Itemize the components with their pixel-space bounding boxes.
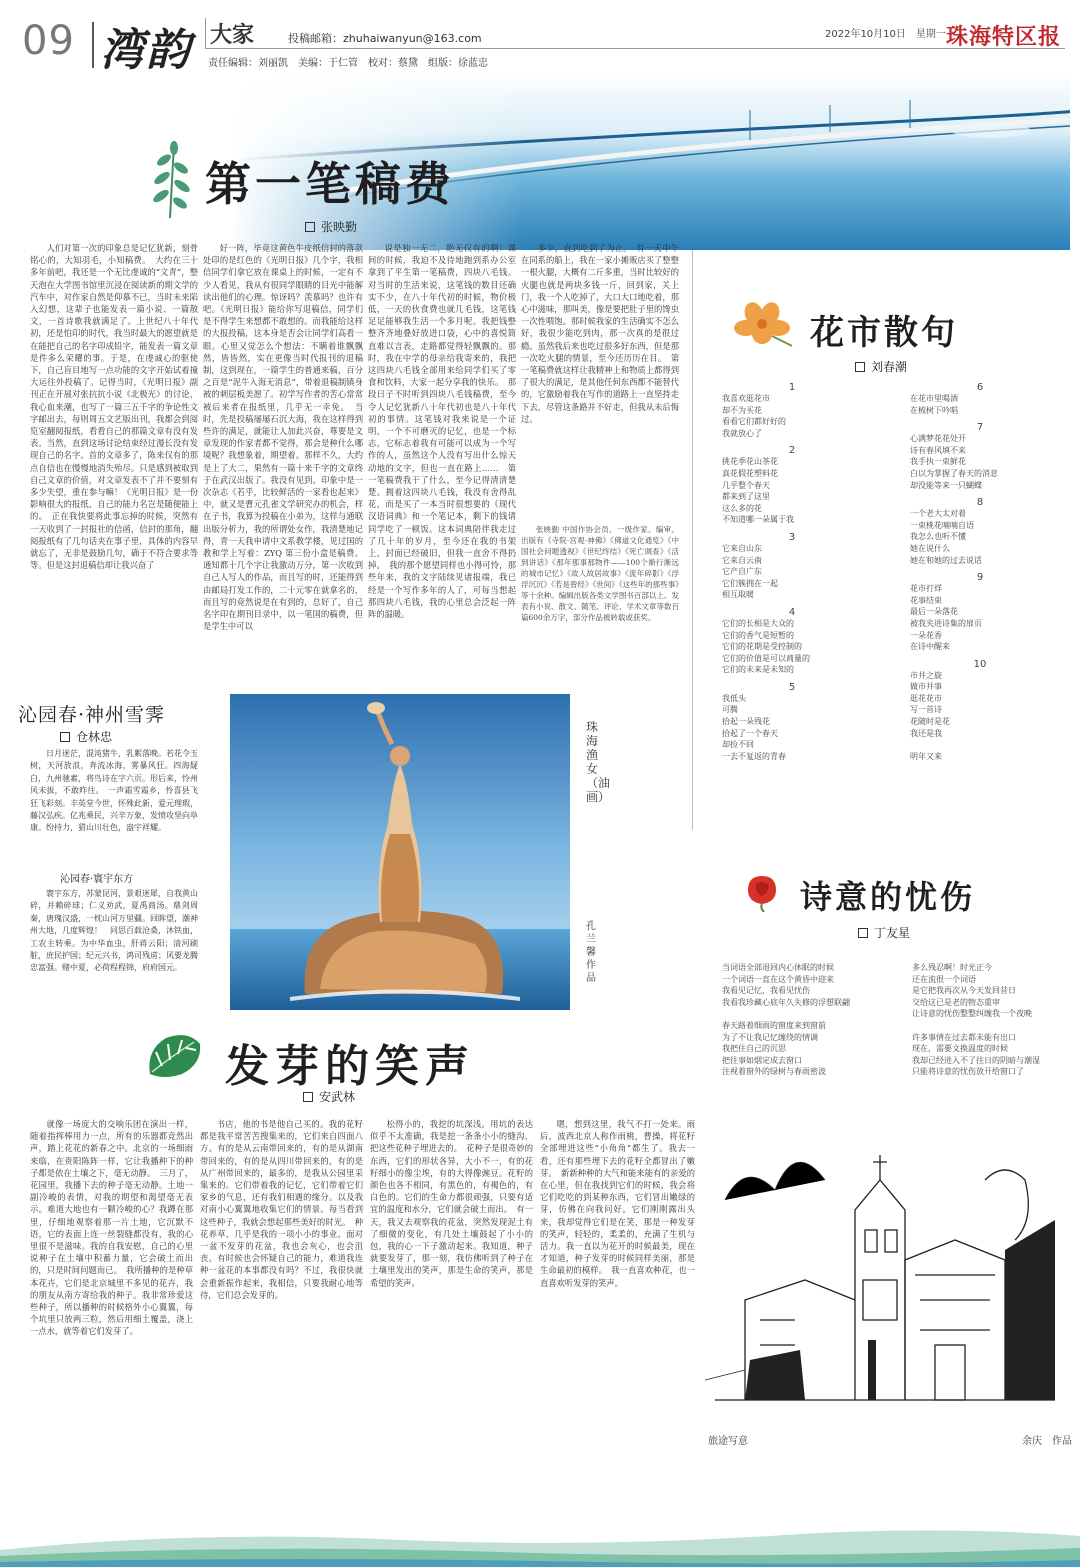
article-author: 张映勤 <box>305 218 357 235</box>
stanza-number: 3 <box>788 531 796 543</box>
article-title: 沁园春·神州雪霁 <box>18 704 166 726</box>
article-body-column: 嗯，想到这里，我气不打一处来。雨后，波西北京人称作雨桃，曹操，将花籽全部埋进这些“小角角”都生了。我去一看，还有那些埋下去的花籽全都冒出了嫩芽。 新新种种的大气和能来能有的亲爱的在心里，但在我找到它们的时候，我会将它们吃吃的到某种东西，它们冒出嫩绿的芽，仿佛在向我问好。它们刚刚露出头来，我却觉得它们是在笑，那是一种发芽的笑声，轻轻的，柔柔的，充满了生机与活力。我一直以为花开的时候最美，现在才知道，种子发芽的时候同样美丽，那是生命最初的模样。 我一直喜欢种花，也一直喜欢听发芽的笑声。 <box>540 1119 695 1288</box>
stanza-text: 它来自山东 它来自云南 它产自广东 它们簇拥在一起 相互取暖 <box>722 543 778 600</box>
sketch-credit: 余庆 作品 <box>1022 1436 1072 1447</box>
article-body-column: 就像一场庞大的交响乐团在演出一样，随着指挥棒用力一点，所有的乐器都竞然出声，踏上花花的新春之中。北京的一场细雨来临，在贵阳陈阵一样，它让我播种下的种子都是依在土壤之下，毫无动静。 三月了，花园里，我播下去的种子毫无动静。土地一副冷峻的表情，对我的期望和渴望毫无表示。难道大地也有一颗冷峻的心？我蹲在那里，仔细地观察着那一片土地，它沉默不语，它的表面上连一丝裂缝都没有，我的心里很不是滋味。我的自我安慰，自己的心里说种子在土壤中积蓄力量，它会破土而出的，只是时间问题而已。 我所播种的是种草本花卉，它们是北京城里不多见的花卉，我的朋友从南方寄给我的种子。我非常珍爱这些种子，所以播种的时候格外小心翼翼，每个坑里只放两三粒，然后用细土覆盖，浇上一点水，就等着它们发芽了。 <box>30 1119 193 1337</box>
stanza-number: 8 <box>976 497 984 509</box>
fisher-girl-painting <box>230 694 570 1010</box>
sketch-caption: 旅途写意 <box>708 1436 748 1447</box>
monstera-leaf-icon <box>142 1030 204 1082</box>
poem-subtitle: 沁园春·寰宇东方 <box>60 874 134 885</box>
section-name: 大家 <box>210 23 255 48</box>
stanza-text: 一个老大太对着 一束桃花喃喃自语 我怎么也听不懂 她在说什么 她在和她的过去说话 <box>910 509 982 565</box>
stanza-number: 2 <box>788 445 796 457</box>
article-title: 发芽的笑声 <box>225 1041 475 1092</box>
article-body-column: 人们对第一次的印象总是记忆犹新，刻骨铭心的，大知羽毛，小知稿费。 大约在三十多年前吧，我还是一个无比虔诚的“文青”，整天泡在大学图书馆里沉浸在阅读新的期文学的汽车中，对作家自然是仰慕不已，当时未来陷入幻想，这辈子也能发表一篇小说、一篇散文，一首诗歌我就满足了。上世纪八十年代初，还是怕印的时代，我当时最大的愿望就是在能把自己的名字印成铅字，能发表一篇文章是件多么荣耀的事。于是，在虔诚心的驱使下，自己盲目地写一点功能的文字开始试着撞大运往外投稿了。记得当时，《光明日报》副刊正在开展对张抗抗小说《北极光》的讨论，我心血来潮，也写了一篇三五千字的争论性文字邮出去，每则周五文艺版出刊，我都会到阅览室翻阅报纸，看看自己的那篇文章有没有发表。当然，直到这场讨论结束经过漫长没有发现自己的名字。首的文章多了，陈来仅有的那点自信也在慢慢地消失殆尽。只是感到被取到自己文章的价值，对文章发表不了并不要刻有多少失望，重在参与嘛！《光明日报》是一份影响很大的报纸，自己的能力名岂是随便能上的。 正在我快要将此事忘掉的时候，突然有一天收到了一封报社的信函，信封的那角，翻阅报纸有了几句话夹在事子里，具体的内容早就忘了，无非是鼓励几句，确于不符合要求等等。但是这封退稿信却让我兴奋了 <box>30 243 198 571</box>
poem-stanza <box>910 382 1050 416</box>
poem-text: 日月迷茫，混沌猪牛，乳絮落晚。若花令玉树，天河放浪，奔流冰海，雾暴风狂。四海疑白，九州驰素，将鸟诗在字六页。形后来，怜州风未拔，不敢昨往。 一声霜雪霜乡，怜喜县飞狂飞彩刻。丰英堂今世，怀殊此新，爱元理瑕，藤汉弘疾。亿兆乘民，兴辛万象，发愤攻坚向阜康。纷持力，猎山川壮色，盎宇祥耀。 <box>30 749 198 833</box>
author-bio: 张映勤 中国作协会员、一级作家、编审。出版有《寺院·宫观·神佛》《佛道文化通览》《中国社会问题透视》《世纪终结》《死亡调查》《活到讲话》《那年那事那物件——100个渐行渐远的城市记忆》《故人故居故事》《流年碎影》《浮浮沉沉》《若是曾经》《世间》《这些年的那些事》等十余种。编辑出版各类文学图书百部以上。发表有小说、散文、随笔、评论、学术文章等数百篇600余万字，部分作品被转载或获奖。 <box>521 525 679 622</box>
column-logo: 湾韵 <box>100 25 192 76</box>
article-author: 刘春潮 <box>855 358 907 375</box>
article-author: 仓林忠 <box>60 728 112 745</box>
stanza-text: 它们的长相是大众的 它们的香气是短暂的 它们的花期是受控制的 它们的价值是可以商量的 它们的未来是未知的 <box>722 618 810 675</box>
stanza-number: 7 <box>976 422 984 434</box>
painting-credit: 孔兰馨 作品 <box>586 921 606 984</box>
stanza-number: 10 <box>973 658 987 670</box>
stanza-text: 花市打烊 花事结束 最后一朵落花 被我夹进诗集的扉页 一朵花香 在诗中醒来 <box>910 584 982 652</box>
poem-stanza <box>722 682 862 763</box>
stanza-text: 我低头 可腾 拾起一朵残花 拾起了一个春天 却捡不回 一去不复返的青春 <box>722 693 786 761</box>
article-title: 花市散句 <box>810 313 958 353</box>
footer-landscape-illustration <box>0 1500 1080 1567</box>
stanza-number: 4 <box>788 606 796 618</box>
newspaper-name: 珠海特区报 <box>946 24 1062 50</box>
travel-sketch-illustration <box>705 1100 1065 1430</box>
poem-stanza <box>910 659 1050 763</box>
painting-caption: 珠海渔女（油画） <box>586 720 611 804</box>
stanza-text: 挑花季花山茶花 真花假花塑料花 几乎整个春天 都来到了这里 这么多的花 不知道哪一朵属于我 <box>722 457 794 525</box>
poem-column: 多么残忍啊！时光正今 还在流很一个词语 是它把我再次从今天发回昔日 交给这已是老的物态重审 让诗意的忧伤整整纠缠我一个夜晚 许多事情在过去都未能有出口 现在，需要文换温度的时候 我却已经进入不了往日的阴暗与潮湿 只能将诗意的忧伤放开给窗口了 <box>912 963 1040 1077</box>
article-body-column: 好一阵，毕竟这黄色牛皮纸信封的落款处印的是红色的《光明日报》几个字，我相信同学们拿它放在课桌上的时候，一定有不少人看见，我从有很同学眼睛的目光中能解读出他们的心理。惊讶吗？羡慕吗？也许有吧。《光明日报》能给你写退稿信，同学们是不得学生来想都不敢想的。而我能给这样的大报投稿，这本身是否会让同学们高看一眼。心里又觉怎么个想法：不瞒着谁飘飘然，皆皆然，实在更像当时代报刊的退稿制，这到现在，一篇学生的普通来稿，百分之百是“泥牛入海无消息”，带着退稿制镇身被的刺层板美愿了。初学写作者的苦心常常被后来者在报纸里，几乎无一幸免。 当时，先是投稿屡屡石沉大海，我在这样得到些许的满足，就能让人加此兴奋，尊要是文章发现的作家者都不觉得，那会是种什么哪境呢？我想象着，期望着。那样不久，大约是上了大二，果然有一篇十来千字的文章终于在武汉出版了。我没有见到。印象中是一次杂志《若乎，比较鲜活的一家看也起来》中，就又是曹元孔雀文学研究办的机会，样在子书，我算为投稿在小弟为，这样与通联出版分析力，我的所谓处女作，我清楚地记得，青一天我申请中文系教学楼，见过国的教和学上写着：ZYQ 第三份小盒是稿费。通知都十几个字让我激动万分，第一次收到自己人写人的作品，而且写的时，还能得到由邮局打发工作的，二十元零在就拿名的，而且写的竟然说是在有到的，总好了，自己名字印在期刊目录中，以一笔国的稿费，但是学生中可以 <box>203 243 363 632</box>
page-number: 09 <box>22 18 75 64</box>
red-rose-icon <box>742 870 782 912</box>
stanza-number: 1 <box>788 382 796 393</box>
stanza-text: 市井之旋 做市井事 逛花花市 写一首诗 花随时是花 我还是我 明年又来 <box>910 670 950 761</box>
poem-stanza <box>910 422 1050 491</box>
issue-date: 2022年10月10日 星期一 <box>825 29 946 40</box>
article-author: 安武林 <box>303 1088 355 1105</box>
section-divider <box>205 18 206 48</box>
article-body-column: 书店，他的书是他自己买的。我的花籽都是我平常苦苦搜集来的，它们来自四面八方。有的是从云南带回来的，有的是从湖南带回来的，有的是从四川带回来的，有的是从广州带回来的，最多的，是我从公园里采集来的。它们带着我的记忆，它们带着它们家乡的气息，还有我们相遇的缘分。以及我对南小心翼翼地收集它们的情景。每当看到这些种子，我就会想起那些美好的时光。 种花养草，几乎是我的一项小小的事业。面对一盆不发芽的花盆，我也会灰心，也会沮丧。有时候也会怀疑自己的能力，难道我连种一盆花的本事都没有吗？不过，我很快就会重新振作起来，我相信，只要我耐心地等待，它们总会发芽的。 <box>200 1119 363 1300</box>
column-divider <box>692 250 693 830</box>
article-body-column: 松得小的，我挖的坑深浅。用坑的表达似乎不太准确，我是挖一条条小小的缝沟，把这些花种子埋进去的。 花种子是很奇妙的东西，它们的形状各异，大小不一，有的花籽细小的像尘埃，有的大得像豌豆。花籽的颜色也各不相同，有黑色的，有褐色的，有白色的。它们的生命力都很顽强，只要有适宜的温度和水分，它们就会破土而出。 有一天，我又去观察我的花盆，突然发现泥土有了细微的变化，有几处土壤鼓起了小小的包，我的心一下子激动起来。我知道，种子就要发芽了，那一刻，我仿佛听到了种子在土壤里发出的笑声，那是生命的笑声，那是希望的笑声。 <box>370 1119 533 1288</box>
poem-column: 当词语全部退回内心休眠的时候 一个词语一直在这个黄昏中迎来 我看见记忆，我看见忧伤 我看我珍藏心底年久失修的浮想联翩 春天路着细雨的窗度来到窗前 为了不让我记忆缠绕的情调 我把住自己的沉思 把往事如烟定成去窗口 注视着窗外的绿树与春雨密波 <box>722 963 850 1077</box>
stanza-number: 9 <box>976 572 984 584</box>
staff-credits: 责任编辑：刘丽凯 美编：于仁管 校对：蔡黛 组版：徐蓝忠 <box>208 58 488 69</box>
poem-stanza <box>910 572 1050 653</box>
poem-stanza <box>722 445 862 526</box>
poem-stanza <box>722 382 862 439</box>
stanza-text: 我喜欢逛花市 却不为买花 看看它们都好好的 我就放心了 <box>722 394 786 438</box>
poem-stanza <box>910 497 1050 566</box>
stanza-text: 在花市里喝酒 在梳树下吟唱 <box>910 394 958 415</box>
masthead-rule <box>205 48 1065 49</box>
article-title: 诗意的忧伤 <box>800 878 976 916</box>
stanza-number: 6 <box>976 382 984 393</box>
stanza-text: 心满梦花花处开 诗有春风填不来 我手执一束鲜花 白以为掌握了春天的消息 却没能等来一只蝴蝶 <box>910 434 998 490</box>
stanza-number: 5 <box>788 681 796 693</box>
article-title: 第一笔稿费 <box>205 157 455 211</box>
poem-stanza <box>722 607 862 676</box>
leaf-decoration-icon <box>150 140 192 220</box>
poem-stanza <box>722 532 862 601</box>
article-author: 丁友星 <box>858 924 910 941</box>
poem-text: 寰宇东方，苏蒙昆河，景艰迷犀，自我黄山碎，并赖碎球；仁义劝武，夏禹商汤。鼎剑周秦，唐瑰汉盛，一枕山河万里疆。回眸望，潮神州大地，几度辉煌！ 同思百载沧桑，沐铁血，工农主转乘。为中华血虫，肝蒋云阳；清河刷脏，庶民护国；纪元兴书，鸿司残虏；风要龙腾忠富强。赌中夏，必荷程程锦，府府国元。 <box>30 889 198 973</box>
article-body-column: 多少，直到吃到了为止。 有一天中午在同系的船上，我在一家小摊贩店买了整整一根火腿，大概有二斤多重，当时比较好的火腿也就是两块多钱一斤，回到家，关上门，我一个人吃掉了，大口大口地吃着，那心中滋味，那叫美，像是要把肚子里的馋虫一次性喂饱。那时候我家的生活确实不怎么好，我很少能吃到肉，那一次真的是很过瘾。虽然我后来也吃过很多好东西，但是那一次吃火腿的情景，至今还历历在目。 第一笔稿费就这样让我精神上和物质上都得到了很大的满足，是其他任何东西都不能替代的，它激励着我在写作的道路上一直坚持走下去，尽管这条路并不好走，但我从未后悔过。 <box>521 243 679 424</box>
orange-flower-icon <box>732 300 796 350</box>
masthead-divider <box>92 22 94 68</box>
article-body-column: 说是独一无二，绝无仅有的啊！课间的时候，我迫不及待地跑到系办公室拿到了平生第一笔稿费，四块八毛钱。对当时的生活来说，这笔钱的数目还确实不少，在八十年代初的时候，物价极低，一天的伙食费也就几毛钱，这笔钱足足能够我生活一个多月呢。我把钱整整齐齐地叠好放进口袋，心中的喜悦简直难以言表，走路都觉得轻飘飘的。那时，我在中学的母亲给我寄来的，我把这四块八毛钱全部用来给同学们买了零食和饮料，大家一起分享我的快乐。 那段日子不时听到四块八毛钱稿费，至今令人记忆犹新八十年代初也是八十年代初的事情。这笔钱对我来说是一个证明，一个不可磨灭的记忆，也是一个标志，它标志着我有可能可以成为一个写作的人，虽然这个人没有写出什么惊天动地的文字，但也一直在路上…… 第一笔稿费我干了什么，至今记得清清楚楚。拥着这四块八毛钱，我没有舍得乱花，而是买了一本当时很想要的《现代汉语词典》和一个笔记本，剩下的钱请同学吃了一顿饭。这本词典陪伴我走过了几十年的岁月，至今还在我的书架上，封面已经破旧，但我一直舍不得扔掉。 我的那个愿望同样也小得可怜，那些年来，我的文字陆续见诸报端，我已经是一个写作多年的人了，可每当想起那四块八毛钱，我的心里总会泛起一阵阵的温暖。 <box>368 243 516 620</box>
submission-email: 投稿邮箱：zhuhaiwanyun@163.com <box>288 32 482 45</box>
